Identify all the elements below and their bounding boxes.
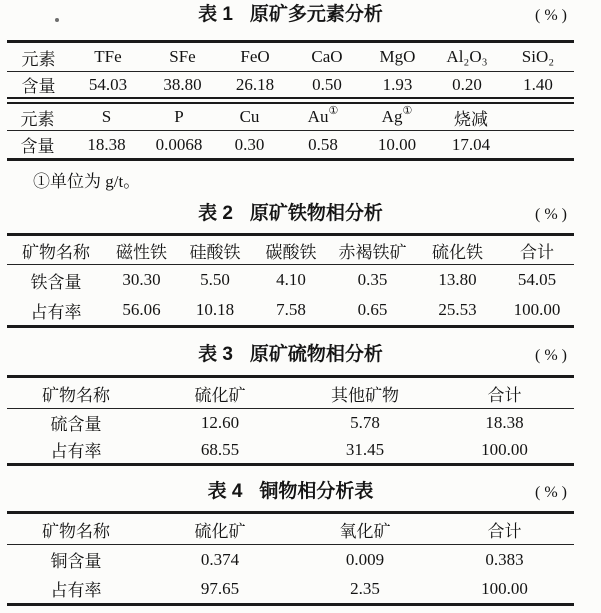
data-cell: 54.05 (517, 270, 557, 289)
header-cell (508, 103, 574, 131)
data-cell: 0.0068 (155, 134, 203, 154)
table4-title: 铜物相分析表 (259, 481, 374, 502)
data-cell: 占有率 (50, 442, 102, 461)
data-cell: 100.00 (513, 300, 561, 319)
header-cell: 硅酸铁 (178, 235, 252, 265)
header-cell: FeO (219, 42, 291, 72)
table3-title: 原矿硫物相分析 (249, 344, 383, 365)
data-cell: 0.009 (345, 549, 385, 569)
table2-title: 原矿铁物相分析 (249, 203, 383, 224)
data-cell: 铜含量 (50, 552, 102, 571)
header-cell: CaO (291, 42, 363, 72)
header-cell: SFe (146, 42, 219, 72)
data-cell: 13.80 (438, 270, 477, 289)
table4-caption (7, 481, 574, 503)
data-cell: 硫含量 (50, 415, 102, 434)
data-cell: 17.04 (451, 134, 491, 154)
table1-unit: (%) (535, 7, 571, 24)
table2-unit: (%) (535, 206, 571, 223)
header-cell: 赤褐铁矿 (330, 235, 415, 265)
data-cell: 占有率 (30, 302, 82, 322)
table-row (7, 72, 574, 99)
data-cell: 38.80 (163, 74, 202, 94)
table4 (7, 511, 574, 606)
table-row (7, 409, 574, 437)
data-cell: 10.00 (377, 134, 417, 154)
data-cell: 占有率 (50, 581, 102, 600)
table1-caption (7, 4, 574, 26)
header-cell: Al₂O₃ (432, 42, 502, 72)
header-row (7, 513, 574, 545)
data-cell: 10.18 (195, 300, 235, 319)
data-cell: 68.55 (200, 439, 240, 459)
data-cell: 12.60 (200, 412, 240, 432)
header-cell: MgO (363, 42, 432, 72)
data-cell: 1.40 (523, 74, 553, 94)
header-row (7, 42, 574, 72)
header-row (7, 235, 574, 265)
header-cell: 硫化铁 (415, 235, 500, 265)
data-cell: 7.58 (276, 300, 306, 319)
data-cell: 含量 (21, 77, 56, 96)
table3-unit: (%) (535, 347, 571, 364)
data-cell: 5.78 (350, 412, 380, 432)
data-cell: 54.03 (88, 74, 128, 94)
table1-title: 原矿多元素分析 (249, 4, 383, 25)
table-row (7, 436, 574, 465)
header-cell: 合计 (500, 235, 574, 265)
data-cell: 铁含量 (30, 272, 82, 292)
header-cell: Au① (286, 103, 360, 131)
data-cell: 97.65 (200, 578, 240, 598)
data-cell: 0.20 (452, 74, 482, 94)
data-cell: 1.93 (382, 74, 413, 94)
header-cell: P (145, 103, 213, 131)
data-cell: 0.50 (312, 74, 342, 94)
header-cell: 烧减 (434, 103, 508, 131)
table4-unit: (%) (535, 484, 571, 501)
data-cell: 0.65 (357, 300, 388, 319)
table1-part2 (7, 102, 574, 161)
table-row (7, 131, 574, 160)
table3-label: 表 3 (198, 344, 233, 365)
data-cell: 31.45 (345, 439, 385, 459)
header-cell: 合计 (435, 513, 574, 545)
data-cell: 100.00 (481, 439, 528, 459)
table2-label: 表 2 (198, 203, 233, 224)
header-cell: TFe (70, 42, 146, 72)
table2 (7, 233, 574, 328)
header-cell: 矿物名称 (7, 377, 145, 409)
data-cell: 0.383 (485, 549, 524, 569)
header-cell: 矿物名称 (7, 513, 145, 545)
data-cell: 0.30 (234, 134, 265, 154)
table-row (7, 265, 574, 296)
header-cell: SiO₂ (502, 42, 574, 72)
table-row (7, 574, 574, 605)
table2-caption (7, 203, 574, 225)
data-cell: 2.35 (350, 578, 380, 598)
header-cell: 合计 (435, 377, 574, 409)
data-cell: 18.38 (87, 134, 126, 154)
table3-caption (7, 344, 574, 366)
header-cell: S (68, 103, 145, 131)
table1-label: 表 1 (198, 4, 233, 25)
table-row (7, 295, 574, 327)
data-cell: 100.00 (481, 578, 528, 598)
header-cell: 元素 (7, 42, 70, 72)
table-row (7, 545, 574, 575)
data-cell: 0.58 (308, 134, 338, 154)
header-row (7, 377, 574, 409)
header-cell: 硫化矿 (145, 377, 295, 409)
header-cell: Cu (213, 103, 286, 131)
table1-part1 (7, 40, 574, 99)
header-cell: 碳酸铁 (252, 235, 330, 265)
header-cell: 磁性铁 (105, 235, 178, 265)
data-cell (508, 131, 574, 160)
header-cell: 氧化矿 (295, 513, 435, 545)
data-cell: 26.18 (235, 74, 275, 94)
data-cell: 5.50 (200, 270, 230, 289)
header-cell: 硫化矿 (145, 513, 295, 545)
data-cell: 含量 (20, 137, 55, 156)
header-cell: 其他矿物 (295, 377, 435, 409)
data-cell: 0.35 (357, 270, 388, 289)
table1-footnote: ①单位为 g/t。 (33, 172, 141, 191)
table3 (7, 375, 574, 466)
header-row (7, 103, 574, 131)
header-cell: Ag① (360, 103, 434, 131)
data-cell: 25.53 (438, 300, 477, 319)
data-cell: 56.06 (122, 300, 161, 319)
data-cell: 18.38 (485, 412, 524, 432)
header-cell: 矿物名称 (7, 235, 105, 265)
header-cell: 元素 (7, 103, 68, 131)
table4-label: 表 4 (207, 481, 243, 502)
data-cell: 30.30 (122, 270, 161, 289)
data-cell: 4.10 (276, 270, 306, 289)
data-cell: 0.374 (200, 549, 240, 569)
